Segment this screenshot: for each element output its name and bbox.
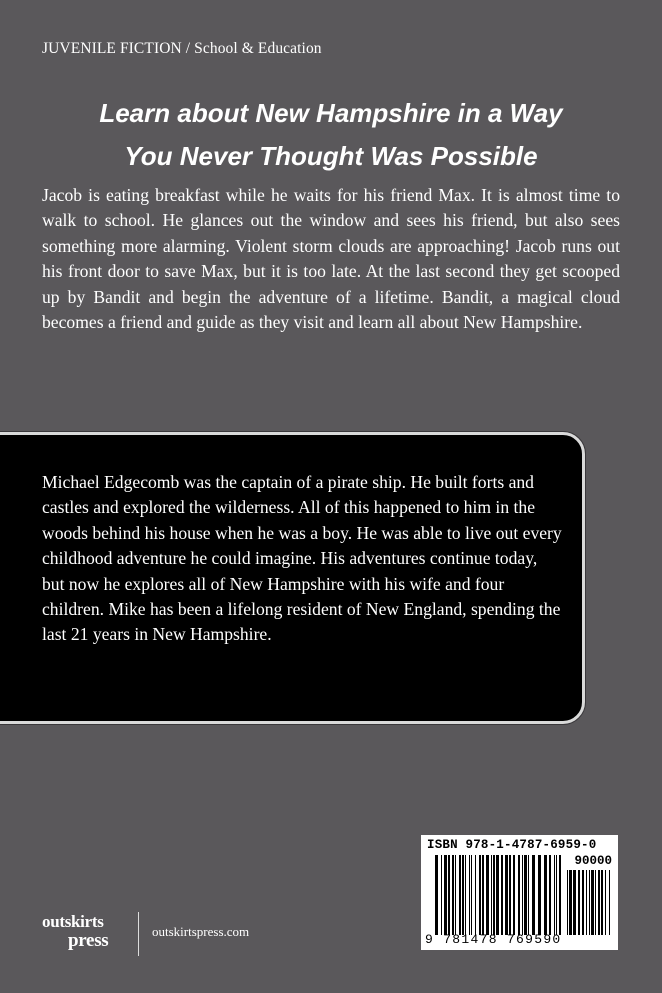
barcode-bar bbox=[567, 870, 568, 935]
barcode-bar bbox=[452, 855, 454, 935]
barcode-bar bbox=[528, 855, 529, 935]
headline-line-1: Learn about New Hampshire in a Way bbox=[99, 98, 563, 128]
barcode-bar bbox=[569, 870, 572, 935]
barcode-bar bbox=[491, 855, 492, 935]
barcode-bar bbox=[518, 855, 520, 935]
barcode-bar bbox=[501, 855, 503, 935]
barcode-bar bbox=[582, 870, 584, 935]
barcode-bar bbox=[605, 870, 606, 935]
price-code: 90000 bbox=[574, 854, 612, 868]
barcode-bar bbox=[609, 870, 610, 935]
ean-digits: 9 781478 769590 bbox=[425, 932, 562, 947]
headline-line-2: You Never Thought Was Possible bbox=[124, 141, 538, 171]
barcode-bar bbox=[601, 870, 603, 935]
barcode-bar bbox=[482, 855, 484, 935]
barcode-bar bbox=[493, 855, 495, 935]
barcode-bar bbox=[598, 870, 600, 935]
barcode-bar bbox=[486, 855, 489, 935]
barcode-bar bbox=[595, 870, 596, 935]
barcode-bar bbox=[591, 870, 594, 935]
publisher-url: outskirtspress.com bbox=[152, 924, 250, 939]
story-blurb: Jacob is eating breakfast while he waits for his friend Max. It is almost time to walk to school. He glances out the window and sees his friend, but also sees something more alarming. Violent storm clouds are approaching! Jacob runs out his front door to save Max, but it is too late. At the last second they get scooped up by Bandit and begin the adventure of a lifetime. Bandit, a magical cloud becomes a friend and guide as they visit and learn all about New Hampshire. bbox=[42, 185, 620, 333]
barcode-bar bbox=[459, 855, 461, 935]
barcode-bar bbox=[509, 855, 511, 935]
barcode-bar bbox=[573, 870, 576, 935]
isbn-number: ISBN 978-1-4787-6959-0 bbox=[427, 838, 597, 852]
barcode-bar bbox=[556, 855, 557, 935]
isbn-barcode bbox=[421, 835, 618, 950]
barcode-bar bbox=[586, 870, 587, 935]
barcode-bar bbox=[549, 855, 551, 935]
barcode-bar bbox=[505, 855, 508, 935]
barcode-bar bbox=[475, 855, 476, 935]
barcode-bar bbox=[441, 855, 442, 935]
barcode-bar bbox=[448, 855, 450, 935]
author-bio: Michael Edgecomb was the captain of a pirate ship. He built forts and castles and explored the wilderness. All of this happened to him in the woods behind his house when he was a boy. He was able to live out every childhood adventure he could imagine. His adventures continue today, but now he explores all of New Hampshire with his wife and four children. Mike has been a lifelong resident of New England, spending the last 21 years in New Hampshire. bbox=[42, 472, 562, 645]
barcode-bar bbox=[513, 855, 515, 935]
barcode-bar bbox=[578, 870, 580, 935]
barcode-bar bbox=[479, 855, 481, 935]
barcode-bar bbox=[524, 855, 527, 935]
barcode-bar bbox=[471, 855, 472, 935]
barcode-bar bbox=[444, 855, 447, 935]
barcode-bar bbox=[462, 855, 464, 935]
barcode-bar bbox=[544, 855, 547, 935]
barcode-bar bbox=[435, 855, 438, 935]
barcode-bar bbox=[532, 855, 535, 935]
barcode-bar bbox=[538, 855, 541, 935]
barcode-bar bbox=[469, 855, 470, 935]
barcode-bar bbox=[554, 855, 555, 935]
publisher-logo bbox=[42, 908, 130, 958]
barcode-bar bbox=[522, 855, 523, 935]
logo-word-outskirts: outskirts bbox=[42, 912, 104, 931]
genre-category: JUVENILE FICTION / School & Education bbox=[42, 40, 322, 57]
logo-divider bbox=[138, 912, 139, 956]
barcode-bar bbox=[455, 855, 456, 935]
barcode-bar bbox=[559, 855, 561, 935]
barcode-bar bbox=[465, 855, 466, 935]
logo-word-press: press bbox=[68, 930, 109, 951]
headline bbox=[0, 92, 662, 178]
barcode-bar bbox=[496, 855, 499, 935]
barcode-bar bbox=[589, 870, 590, 935]
